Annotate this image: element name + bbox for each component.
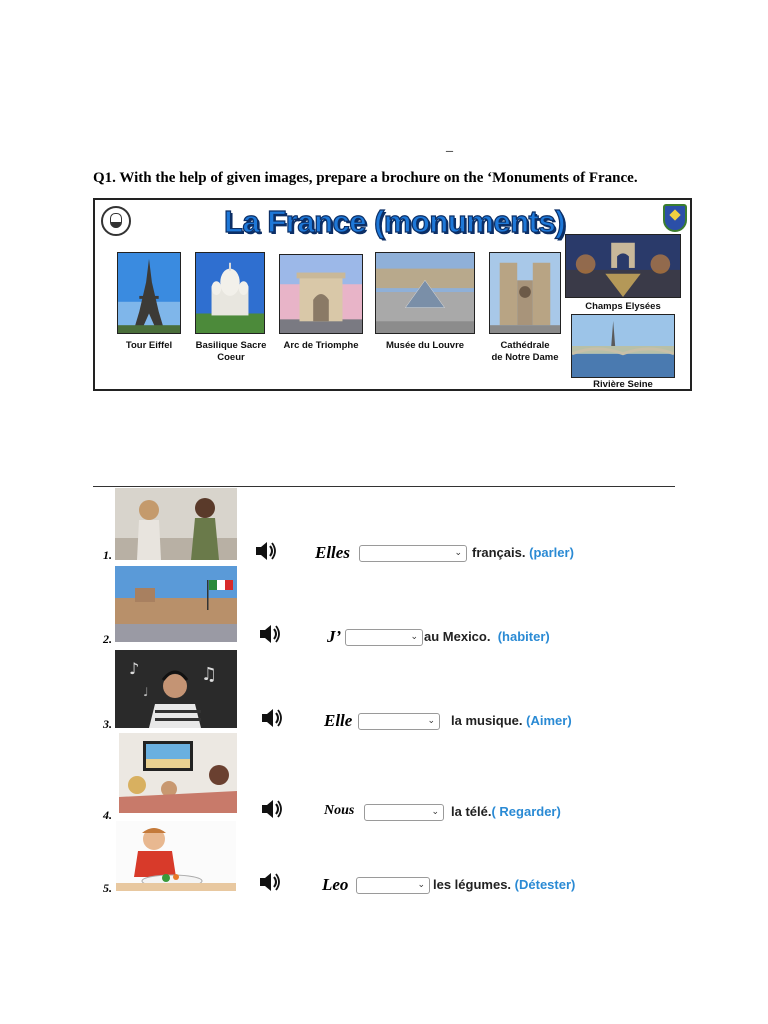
exercise-number: 2. bbox=[103, 632, 112, 646]
chevron-down-icon: ⌄ bbox=[454, 548, 462, 558]
exercise-number: 3. bbox=[103, 717, 112, 731]
louvre-image bbox=[375, 252, 475, 334]
speaker-icon[interactable] bbox=[260, 707, 284, 729]
verb-hint: (Détester) bbox=[514, 877, 576, 892]
eiffel-image bbox=[117, 252, 181, 334]
brochure-title: La France (monuments) bbox=[224, 204, 565, 239]
caption-eiffel: Tour Eiffel bbox=[125, 340, 173, 351]
exercise-3-image bbox=[115, 650, 237, 728]
champs-elysees-image bbox=[565, 234, 681, 298]
caption-seine: Rivière Seine bbox=[593, 379, 653, 390]
seine-image bbox=[571, 314, 675, 378]
svg-text:♩: ♩ bbox=[143, 685, 149, 699]
answer-select[interactable] bbox=[345, 629, 423, 646]
exercise-subject: Elles bbox=[315, 543, 350, 562]
exercise-2-image bbox=[115, 566, 237, 642]
question-1: Q1. With the help of given images, prepare a brochure on the ‘Monuments of France. bbox=[93, 170, 638, 186]
caption-louvre: Musée du Louvre bbox=[385, 340, 465, 351]
chevron-down-icon: ⌄ bbox=[417, 880, 425, 890]
speaker-icon[interactable] bbox=[258, 871, 282, 893]
exercise-rest: la télé.( Regarder) bbox=[451, 804, 561, 819]
exercise-rest: les légumes. (Détester) bbox=[433, 877, 576, 892]
header-dash: _ bbox=[446, 139, 453, 154]
svg-text:♫: ♫ bbox=[201, 664, 218, 685]
chevron-down-icon: ⌄ bbox=[427, 716, 435, 726]
exercise-subject: Leo bbox=[322, 875, 349, 894]
exercise-subject: J’ bbox=[327, 627, 342, 646]
exercise-number: 4. bbox=[103, 808, 112, 822]
exercise-4-image bbox=[119, 733, 237, 813]
caption-sacre-1: Basilique Sacre bbox=[195, 340, 267, 351]
verb-hint: (Aimer) bbox=[526, 713, 572, 728]
answer-select[interactable] bbox=[364, 804, 444, 821]
answer-select[interactable] bbox=[359, 545, 467, 562]
exercise-rest: la musique. (Aimer) bbox=[451, 713, 572, 728]
notre-dame-image bbox=[489, 252, 561, 334]
exercise-subject: Nous bbox=[324, 803, 355, 818]
caption-notre-2: de Notre Dame bbox=[491, 352, 559, 363]
verb-hint: ( Regarder) bbox=[491, 804, 561, 819]
exercise-subject: Elle bbox=[324, 711, 353, 730]
speaker-icon[interactable] bbox=[258, 623, 282, 645]
exercise-number: 5. bbox=[103, 881, 112, 895]
answer-select[interactable] bbox=[356, 877, 430, 894]
chevron-down-icon: ⌄ bbox=[410, 632, 418, 642]
caption-arc: Arc de Triomphe bbox=[283, 340, 359, 351]
verb-hint: (parler) bbox=[529, 545, 574, 560]
sacre-coeur-image bbox=[195, 252, 265, 334]
section-divider bbox=[93, 486, 675, 487]
caption-sacre-2: Coeur bbox=[217, 352, 245, 363]
caption-champs: Champs Elysées bbox=[585, 301, 661, 312]
arc-image bbox=[279, 254, 363, 334]
exercise-number: 1. bbox=[103, 548, 112, 562]
brochure-panel bbox=[93, 198, 692, 391]
speaker-icon[interactable] bbox=[260, 798, 284, 820]
caption-notre-1: Cathédrale bbox=[500, 340, 550, 351]
exercise-1-image bbox=[115, 488, 237, 560]
exercise-rest: français. (parler) bbox=[472, 545, 574, 560]
chevron-down-icon: ⌄ bbox=[431, 807, 439, 817]
speaker-icon[interactable] bbox=[254, 540, 278, 562]
svg-text:♪: ♪ bbox=[129, 659, 140, 678]
answer-select[interactable] bbox=[358, 713, 440, 730]
exercise-5-image bbox=[116, 821, 236, 891]
verb-hint: (habiter) bbox=[497, 629, 550, 644]
exercise-rest: au Mexico. (habiter) bbox=[424, 629, 550, 644]
